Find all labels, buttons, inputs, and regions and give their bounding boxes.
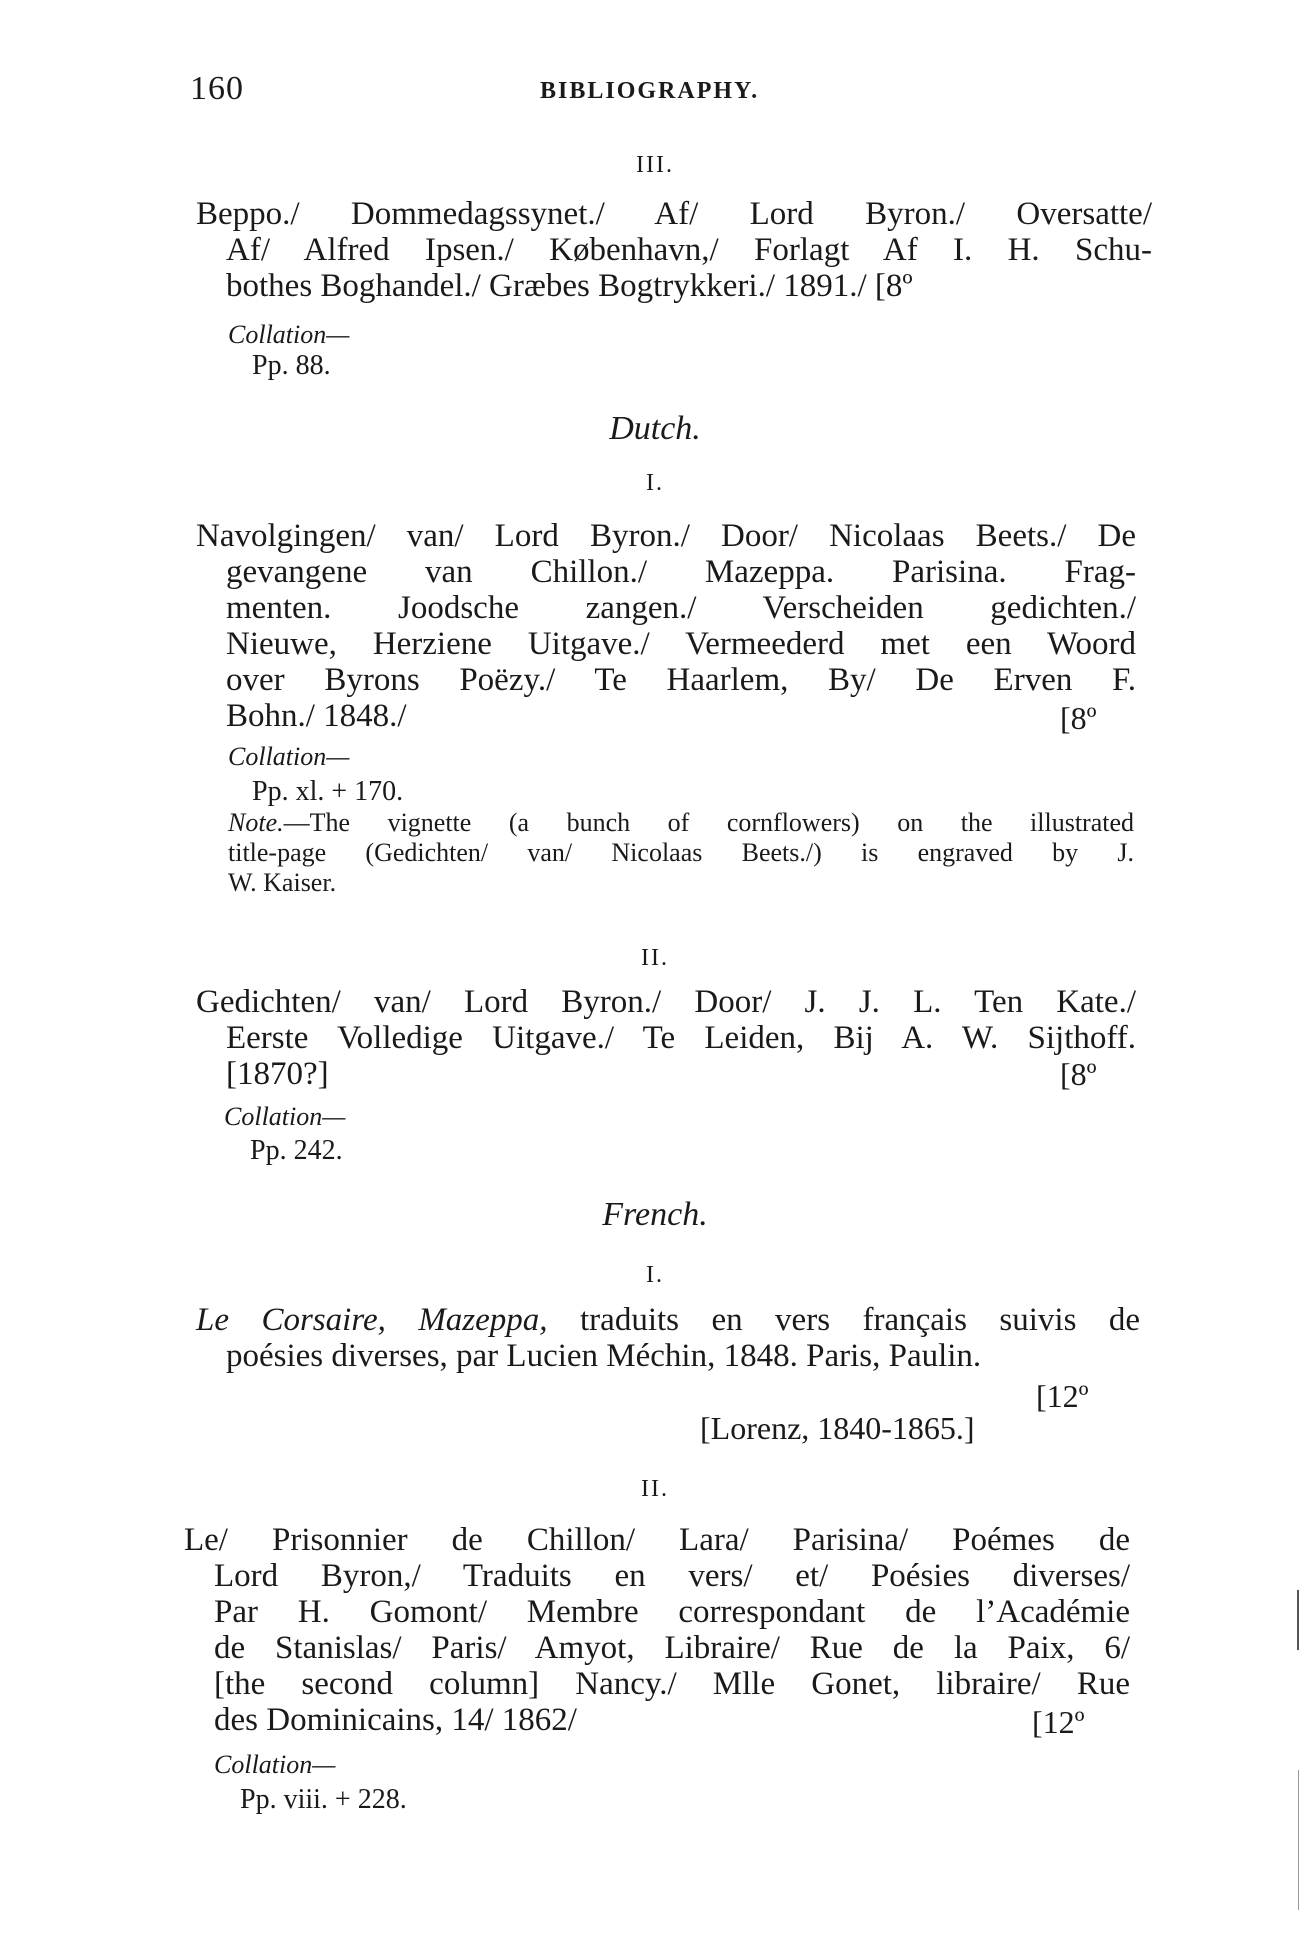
entry-numeral: I. — [646, 1262, 664, 1288]
running-head — [190, 70, 1130, 110]
collation-label: Collation— — [228, 320, 350, 349]
entry-line: Bohn./ 1848./ — [226, 698, 407, 734]
collation-value: Pp. viii. + 228. — [240, 1784, 407, 1815]
format-size: [8º — [1060, 700, 1097, 736]
entry-numeral: II. — [641, 1476, 669, 1502]
note-line: title-page (Gedichten/ van/ Nicolaas Beets./) is engraved by J. — [228, 838, 1134, 867]
entry-line: Beppo./ Dommedagssynet./ Af/ Lord Byron./ Oversatte/ — [196, 196, 1152, 232]
title-italic: Mazeppa, — [418, 1302, 548, 1338]
collation-value: Pp. 242. — [250, 1135, 343, 1166]
entry-line: Lord Byron,/ Traduits en vers/ et/ Poésies diverses/ — [214, 1558, 1130, 1594]
entry-line: Gedichten/ van/ Lord Byron./ Door/ J. J. L. Ten Kate./ — [196, 984, 1136, 1020]
title-italic: Le Corsaire, — [196, 1302, 386, 1338]
entry-line: [1870?] — [226, 1056, 329, 1092]
collation-label: Collation— — [224, 1102, 346, 1131]
language-heading: Dutch. — [609, 410, 701, 447]
bibliography-entry — [184, 1522, 1130, 1738]
title-rest: traduits en vers français suivis de — [580, 1302, 1141, 1338]
note-line: W. Kaiser. — [228, 868, 337, 897]
entry-line: Nieuwe, Herziene Uitgave./ Vermeederd met een Woord — [226, 626, 1136, 662]
entry-line: Le/ Prisonnier de Chillon/ Lara/ Parisina/ Poémes de — [184, 1522, 1130, 1558]
entry-line: [the second column] Nancy./ Mlle Gonet, libraire/ Rue — [214, 1666, 1130, 1702]
entry-line: Eerste Volledige Uitgave./ Te Leiden, Bij A. W. Sijthoff. — [226, 1020, 1136, 1056]
entry-line: Navolgingen/ van/ Lord Byron./ Door/ Nicolaas Beets./ De — [196, 518, 1136, 554]
collation-value: Pp. xl. + 170. — [252, 776, 404, 807]
bibliography-entry — [196, 196, 1152, 304]
margin-mark — [1297, 1590, 1299, 1650]
note — [228, 808, 1134, 898]
bibliography-entry — [196, 518, 1136, 734]
entry-line: over Byrons Poëzy./ Te Haarlem, By/ De Erven F. — [226, 662, 1136, 698]
bibliography-entry — [196, 1302, 1140, 1374]
page-number: 160 — [190, 70, 244, 107]
format-size: [12º — [1036, 1378, 1089, 1414]
format-size: [12º — [1032, 1704, 1085, 1740]
note-line — [228, 808, 1134, 838]
entry-line: des Dominicains, 14/ 1862/ — [214, 1702, 577, 1738]
entry-line: gevangene van Chillon./ Mazeppa. Parisina. Frag- — [226, 554, 1136, 590]
language-heading: French. — [602, 1196, 708, 1233]
entry-line: Af/ Alfred Ipsen./ København,/ Forlagt Af I. H. Schu- — [226, 232, 1152, 268]
entry-line: menten. Joodsche zangen./ Verscheiden gedichten./ — [226, 590, 1136, 626]
note-label: Note. — [228, 808, 284, 837]
entry-line — [196, 1302, 1140, 1338]
margin-mark — [1298, 1770, 1299, 1910]
entry-line: de Stanislas/ Paris/ Amyot, Libraire/ Rue de la Paix, 6/ — [214, 1630, 1130, 1666]
bibliography-entry — [196, 984, 1136, 1092]
collation-label: Collation— — [228, 742, 350, 771]
entry-numeral: II. — [641, 945, 669, 971]
running-title: BIBLIOGRAPHY. — [540, 78, 760, 104]
note-text: —The vignette (a bunch of cornflowers) on the illustrated — [283, 808, 1134, 837]
collation-value: Pp. 88. — [252, 350, 331, 381]
entry-numeral: III. — [636, 152, 674, 178]
format-size: [8º — [1060, 1056, 1097, 1092]
entry-numeral: I. — [646, 470, 664, 496]
entry-line: bothes Boghandel./ Græbes Bogtrykkeri./ 1891./ [8º — [226, 268, 913, 304]
collation-label: Collation— — [214, 1750, 336, 1779]
entry-line: Par H. Gomont/ Membre correspondant de l’Académie — [214, 1594, 1130, 1630]
entry-line: poésies diverses, par Lucien Méchin, 1848. Paris, Paulin. — [226, 1338, 982, 1374]
reference: [Lorenz, 1840-1865.] — [700, 1410, 975, 1446]
